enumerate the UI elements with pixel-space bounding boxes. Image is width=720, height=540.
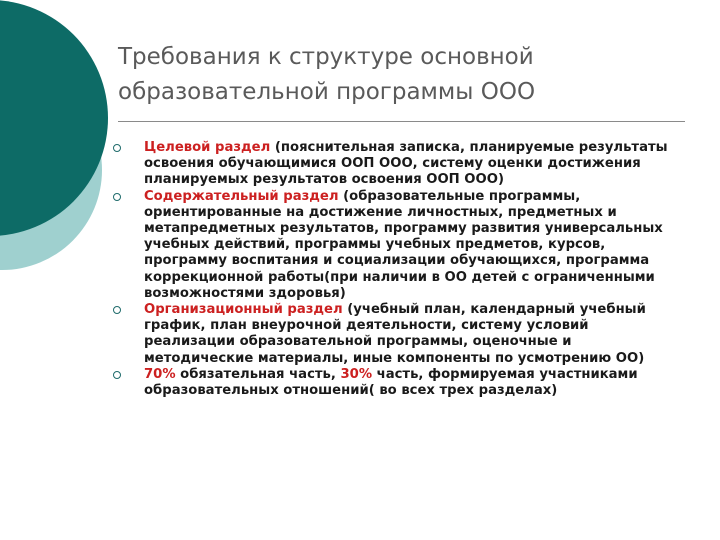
bullet-list: [112, 140, 672, 399]
item-text: (пояснительная записка, планируемые результаты освоения обучающимися ООП ООО, систему оценки достижения планируемых результатов освоения ООП ООО): [144, 140, 668, 188]
title-divider: [118, 121, 685, 122]
list-item-proportions: [112, 367, 672, 399]
circle-bullet-icon: [113, 371, 121, 379]
list-item-target-section: [112, 140, 672, 189]
item-highlight-mandatory: 70%: [144, 366, 176, 382]
item-highlight: Содержательный раздел: [144, 188, 339, 204]
item-text: (образовательные программы, ориентированные на достижение личностных, предметных и метапредметных результатов, программу развития универсальных учебных действий, программы учебных предметов, курсов, программу воспитания и социализации обучающихся, программа коррекционной работы(при наличии в ОО детей с ограниченными возможностями здоровья): [144, 188, 663, 301]
list-item-content-section: [112, 189, 672, 302]
title-line-1: Требования к структуре основной: [118, 44, 534, 70]
list-item-organizational-section: [112, 302, 672, 367]
circle-bullet-icon: [113, 193, 121, 201]
slide-title: [118, 40, 698, 110]
title-line-2: образовательной программы ООО: [118, 79, 536, 105]
circle-bullet-icon: [113, 306, 121, 314]
decorative-circles: [0, 0, 120, 300]
circle-bullet-icon: [113, 144, 121, 152]
item-highlight: Целевой раздел: [144, 140, 271, 155]
item-text-mid: обязательная часть,: [175, 366, 341, 382]
item-text: (учебный план, календарный учебный график, план внеурочной деятельности, систему условий реализации образовательной программы, оценочные и методические материалы, иные компоненты по усмотрению ОО): [144, 302, 646, 366]
item-highlight-formed: 30%: [340, 366, 373, 382]
item-highlight: Организационный раздел: [144, 302, 343, 318]
item-text: часть, формируемая участниками образовательных отношений( во всех трех разделах): [144, 366, 638, 399]
